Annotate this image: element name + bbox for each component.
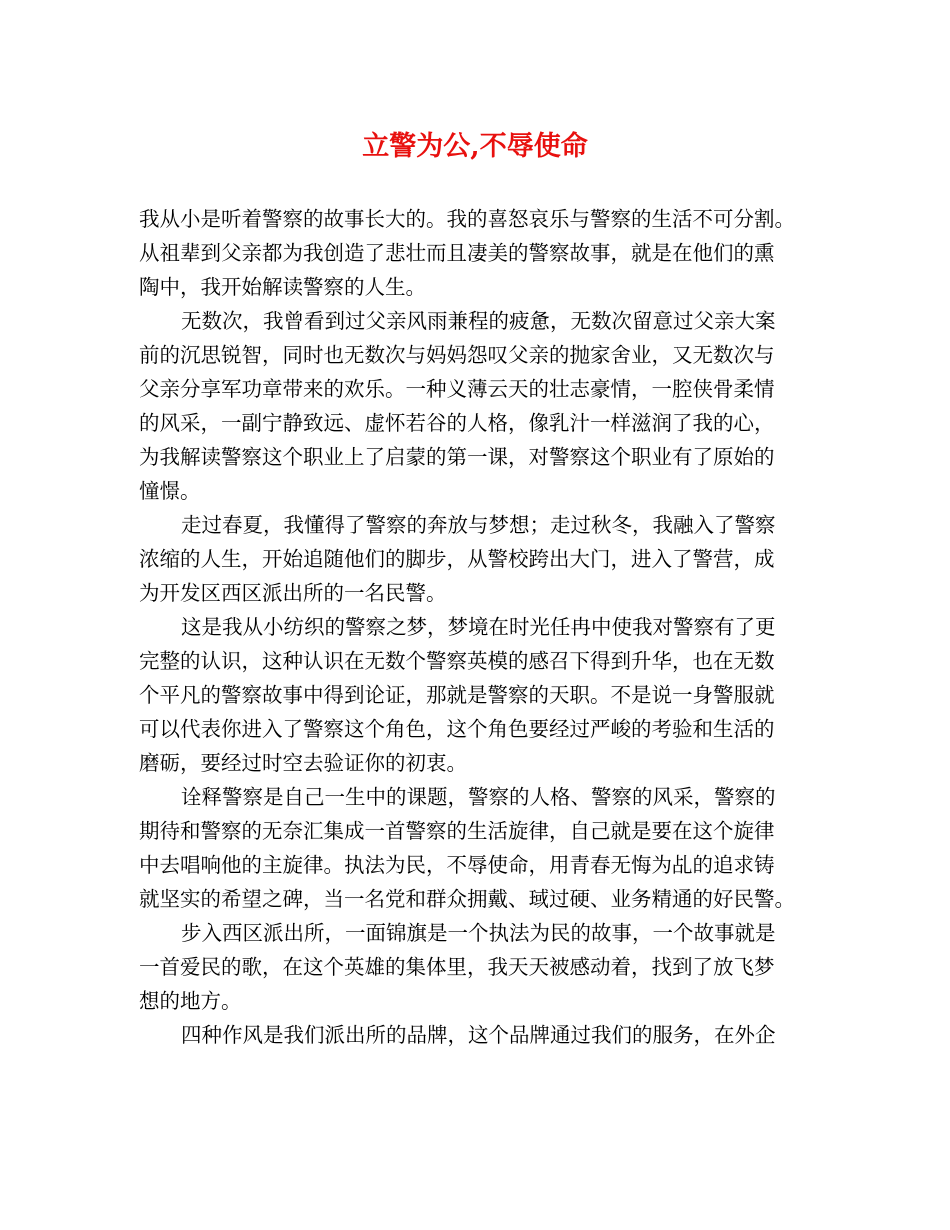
body-line: 这是我从小纺织的警察之梦，梦境在时光任冉中使我对警察有了更: [181, 615, 776, 639]
body-line: 前的沉思锐智，同时也无数次与妈妈怨叹父亲的抛家舍业，又无数次与: [139, 343, 775, 367]
body-line: 走过春夏，我懂得了警察的奔放与梦想；走过秋冬，我融入了警察: [181, 513, 776, 537]
body-line: 为我解读警察这个职业上了启蒙的第一课，对警察这个职业有了原始的: [139, 445, 775, 469]
body-line: 浓缩的人生，开始追随他们的脚步，从警校跨出大门，进入了警营，成: [139, 547, 775, 571]
body-line: 憧憬。: [139, 479, 201, 503]
body-line: 完整的认识，这种认识在无数个警察英模的感召下得到升华，也在无数: [139, 649, 775, 673]
body-line: 无数次，我曾看到过父亲风雨兼程的疲惫，无数次留意过父亲大案: [181, 309, 776, 333]
body-line: 步入西区派出所，一面锦旗是一个执法为民的故事，一个故事就是: [181, 921, 776, 945]
body-line: 中去唱响他的主旋律。执法为民，不辱使命，用青春无悔为乩的追求铸: [139, 853, 775, 877]
document-title: 立警为公,不辱使命: [362, 131, 588, 162]
body-line: 我从小是听着警察的故事长大的。我的喜怒哀乐与警察的生活不可分割。: [139, 207, 795, 231]
body-line: 四种作风是我们派出所的品牌，这个品牌通过我们的服务，在外企: [181, 1023, 776, 1047]
body-line: 可以代表你进入了警察这个角色，这个角色要经过严峻的考验和生活的: [139, 717, 775, 741]
body-line: 个平凡的警察故事中得到论证，那就是警察的天职。不是说一身警服就: [139, 683, 775, 707]
body-line: 陶中，我开始解读警察的人生。: [139, 275, 426, 299]
body-line: 诠释警察是自己一生中的课题，警察的人格、警察的风采，警察的: [181, 785, 776, 809]
body-line: 就坚实的希望之碑，当一名党和群众拥戴、琙过硬、业务精通的好民警。: [139, 887, 795, 911]
body-line: 磨砺，要经过时空去验证你的初衷。: [139, 751, 467, 775]
document-body: [139, 202, 829, 1052]
body-line: 为开发区西区派出所的一名民警。: [139, 581, 447, 605]
body-line: 的风采，一副宁静致远、虚怀若谷的人格，像乳汁一样滋润了我的心，: [139, 411, 775, 435]
body-line: 一首爱民的歌，在这个英雄的集体里，我天天被感动着，找到了放飞梦: [139, 955, 775, 979]
body-line: 父亲分享军功章带来的欢乐。一种义薄云天的壮志豪情，一腔侠骨柔情: [139, 377, 775, 401]
body-line: 期待和警察的无奈汇集成一首警察的生活旋律，自己就是要在这个旋律: [139, 819, 775, 843]
body-line: 想的地方。: [139, 989, 242, 1013]
body-line: 从祖辈到父亲都为我创造了悲壮而且凄美的警察故事，就是在他们的熏: [139, 241, 775, 265]
